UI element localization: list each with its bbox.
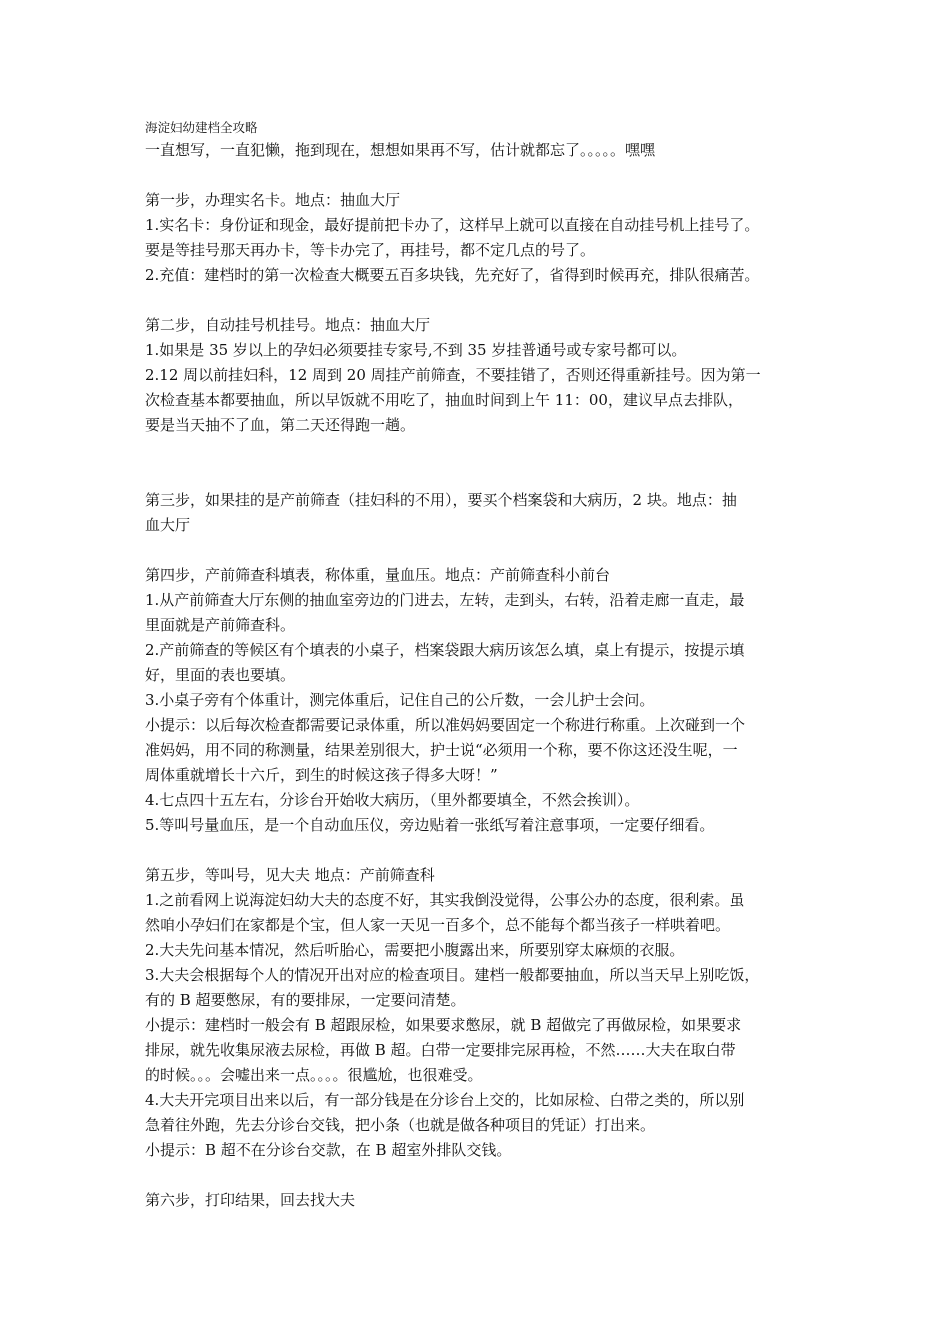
step4-heading: 第四步，产前筛查科填表，称体重，量血压。地点：产前筛查科小前台 <box>145 566 611 584</box>
step5-heading: 第五步，等叫号，见大夫 地点：产前筛查科 <box>145 866 435 884</box>
step5-tip-line: 小提示：建档时一般会有 B 超跟尿检，如果要求憋尿，就 B 超做完了再做尿检，如果要求 <box>145 1016 742 1034</box>
step5-tip-line: 的时候。。。会嘘出来一点。。。。很尴尬，也很难受。 <box>145 1066 483 1084</box>
step1-line: 要是等挂号那天再办卡，等卡办完了，再挂号，都不定几点的号了。 <box>145 241 596 259</box>
step5-tip-line: 小提示：B 超不在分诊台交款，在 B 超室外排队交钱。 <box>145 1141 512 1159</box>
document-title: 海淀妇幼建档全攻略 <box>145 120 258 135</box>
step2-line: 次检查基本都要抽血，所以早饭就不用吃了，抽血时间到上午 11：00，建议早点去排队， <box>145 391 743 409</box>
step5-line: 急着往外跑，先去分诊台交钱，把小条（也就是做各种项目的凭证）打出来。 <box>145 1116 656 1134</box>
spacer <box>145 438 813 488</box>
step4-line: 2.产前筛查的等候区有个填表的小桌子，档案袋跟大病历该怎么填，桌上有提示，按提示填 <box>145 641 745 659</box>
document-body <box>145 118 813 1213</box>
step3-line: 血大厅 <box>145 516 191 534</box>
step2-heading: 第二步，自动挂号机挂号。地点：抽血大厅 <box>145 316 431 334</box>
spacer <box>145 838 813 863</box>
step4-tip-line: 准妈妈，用不同的称测量，结果差别很大，护士说“必须用一个称，要不你这还没生呢，一 <box>145 741 738 759</box>
step4-tip-line: 小提示：以后每次检查都需要记录体重，所以准妈妈要固定一个称进行称重。上次碰到一个 <box>145 716 746 734</box>
spacer <box>145 538 813 563</box>
step4-line: 3.小桌子旁有个体重计，测完体重后，记住自己的公斤数，一会儿护士会问。 <box>145 691 655 709</box>
step4-line: 5.等叫号量血压，是一个自动血压仪，旁边贴着一张纸写着注意事项，一定要仔细看。 <box>145 816 715 834</box>
intro-line: 一直想写，一直犯懒，拖到现在，想想如果再不写，估计就都忘了。。。。。嘿嘿 <box>145 141 656 159</box>
step4-line: 里面就是产前筛查科。 <box>145 616 296 634</box>
spacer <box>145 163 813 188</box>
step1-heading: 第一步，办理实名卡。地点：抽血大厅 <box>145 191 401 209</box>
step4-line: 好，里面的表也要填。 <box>145 666 296 684</box>
step4-line: 1.从产前筛查大厅东侧的抽血室旁边的门进去，左转，走到头，右转，沿着走廊一直走，最 <box>145 591 745 609</box>
step2-line: 1.如果是 35 岁以上的孕妇必须要挂专家号,不到 35 岁挂普通号或专家号都可以。 <box>145 341 687 359</box>
step5-line: 3.大夫会根据每个人的情况开出对应的检查项目。建档一般都要抽血，所以当天早上别吃饭， <box>145 966 760 984</box>
step2-line: 2.12 周以前挂妇科，12 周到 20 周挂产前筛查，不要挂错了，否则还得重新挂号。因为第一 <box>145 366 761 384</box>
step4-tip-line: 周体重就增长十六斤，到生的时候这孩子得多大呀！” <box>145 766 498 784</box>
step5-line: 2.大夫先问基本情况，然后听胎心，需要把小腹露出来，所要别穿太麻烦的衣服。 <box>145 941 685 959</box>
spacer <box>145 288 813 313</box>
step5-line: 有的 B 超要憋尿，有的要排尿，一定要问清楚。 <box>145 991 466 1009</box>
step1-line: 2.充值：建档时的第一次检查大概要五百多块钱，先充好了，省得到时候再充，排队很痛苦。 <box>145 266 760 284</box>
step4-line: 4.七点四十五左右，分诊台开始收大病历，（里外都要填全，不然会挨训）。 <box>145 791 640 809</box>
step3-line: 第三步，如果挂的是产前筛查（挂妇科的不用），要买个档案袋和大病历，2 块。地点：抽 <box>145 491 737 509</box>
step5-line: 然咱小孕妇们在家都是个宝，但人家一天见一百多个，总不能每个都当孩子一样哄着吧。 <box>145 916 731 934</box>
step5-line: 4.大夫开完项目出来以后，有一部分钱是在分诊台上交的，比如尿检、白带之类的，所以别 <box>145 1091 745 1109</box>
spacer <box>145 1163 813 1188</box>
step5-line: 1.之前看网上说海淀妇幼大夫的态度不好，其实我倒没觉得，公事公办的态度，很利索。虽 <box>145 891 745 909</box>
step5-tip-line: 排尿，就先收集尿液去尿检，再做 B 超。白带一定要排完尿再检，不然……大夫在取白带 <box>145 1041 736 1059</box>
step2-line: 要是当天抽不了血，第二天还得跑一趟。 <box>145 416 416 434</box>
step1-line: 1.实名卡：身份证和现金，最好提前把卡办了，这样早上就可以直接在自动挂号机上挂号了。 <box>145 216 760 234</box>
step6-heading: 第六步，打印结果，回去找大夫 <box>145 1191 356 1209</box>
